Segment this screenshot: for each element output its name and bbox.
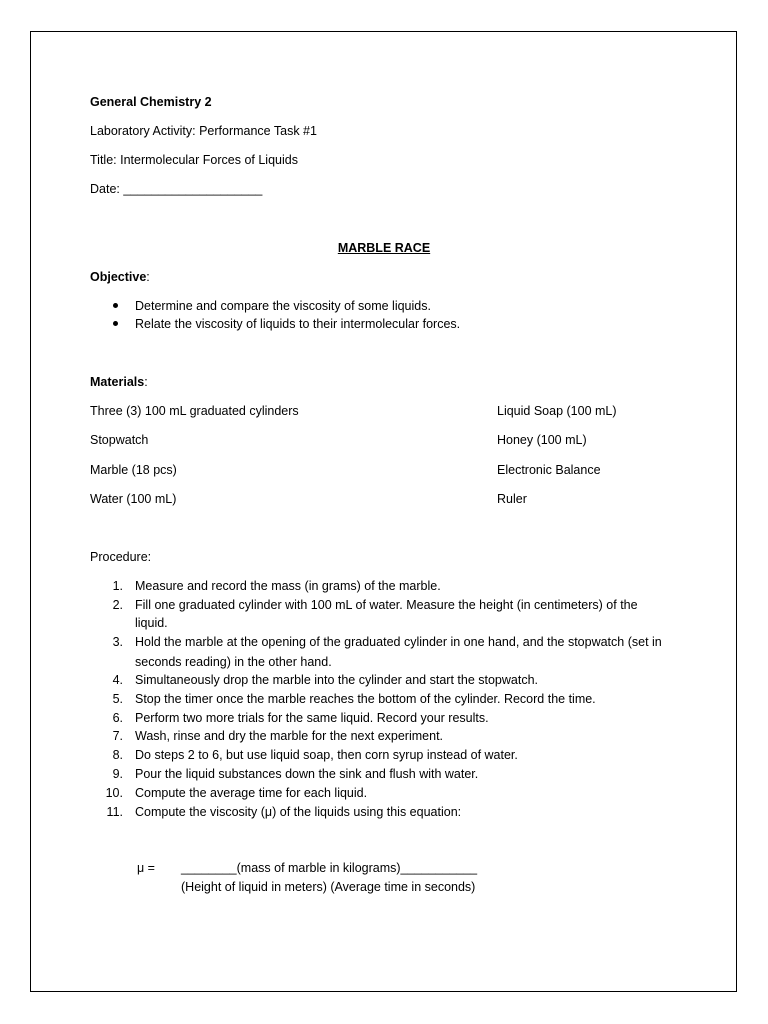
procedure-step: Simultaneously drop the marble into the cylinder and start the stopwatch. [135,673,538,687]
step-number: 1. [112,579,123,593]
procedure-step: Stop the timer once the marble reaches the bottom of the cylinder. Record the time. [135,692,596,706]
materials-heading: Materials: [90,375,148,389]
equation-denominator: (Height of liquid in meters) (Average time in seconds) [181,880,476,894]
objective-item: Relate the viscosity of liquids to their intermolecular forces. [135,317,461,331]
procedure-step: Fill one graduated cylinder with 100 mL of water. Measure the height (in centimeters) of the [135,598,638,612]
procedure-heading: Procedure: [90,550,152,564]
objective-item: Determine and compare the viscosity of some liquids. [135,299,431,313]
step-number: 4. [112,673,123,687]
step-number: 3. [112,635,123,649]
equation-numerator: ________(mass of marble in kilograms)___________ [181,861,478,875]
step-number: 8. [112,748,123,762]
material-item: Electronic Balance [497,463,601,477]
equation-lhs: μ = [137,861,155,875]
procedure-step-continued: seconds reading) in the other hand. [135,655,332,669]
bullet-icon [113,321,118,326]
step-number: 11. [106,805,123,819]
objective-heading: Objective: [90,270,150,284]
title-line: Title: Intermolecular Forces of Liquids [90,153,298,167]
material-item: Ruler [497,492,527,506]
activity-title: MARBLE RACE [337,241,431,255]
page-border [30,31,737,992]
step-number: 2. [112,598,123,612]
procedure-step: Compute the viscosity (μ) of the liquids using this equation: [135,805,462,819]
procedure-step: Pour the liquid substances down the sink and flush with water. [135,767,479,781]
procedure-step: Wash, rinse and dry the marble for the next experiment. [135,729,444,743]
procedure-step: Perform two more trials for the same liquid. Record your results. [135,711,489,725]
step-number: 7. [112,729,123,743]
material-item: Water (100 mL) [90,492,177,506]
material-item: Marble (18 pcs) [90,463,177,477]
material-item: Honey (100 mL) [497,433,587,447]
material-item: Liquid Soap (100 mL) [497,404,617,418]
step-number: 6. [112,711,123,725]
step-number: 9. [112,767,123,781]
procedure-step-continued: liquid. [135,616,168,630]
step-number: 5. [112,692,123,706]
activity-line: Laboratory Activity: Performance Task #1 [90,124,317,138]
procedure-step: Do steps 2 to 6, but use liquid soap, then corn syrup instead of water. [135,748,518,762]
date-line: Date: ____________________ [90,182,263,196]
bullet-icon [113,303,118,308]
step-number: 10. [105,786,123,800]
course-title: General Chemistry 2 [90,95,212,109]
material-item: Three (3) 100 mL graduated cylinders [90,404,299,418]
procedure-step: Measure and record the mass (in grams) of the marble. [135,579,441,593]
material-item: Stopwatch [90,433,149,447]
procedure-step: Compute the average time for each liquid. [135,786,368,800]
procedure-step: Hold the marble at the opening of the graduated cylinder in one hand, and the stopwatch (set in [135,635,662,649]
